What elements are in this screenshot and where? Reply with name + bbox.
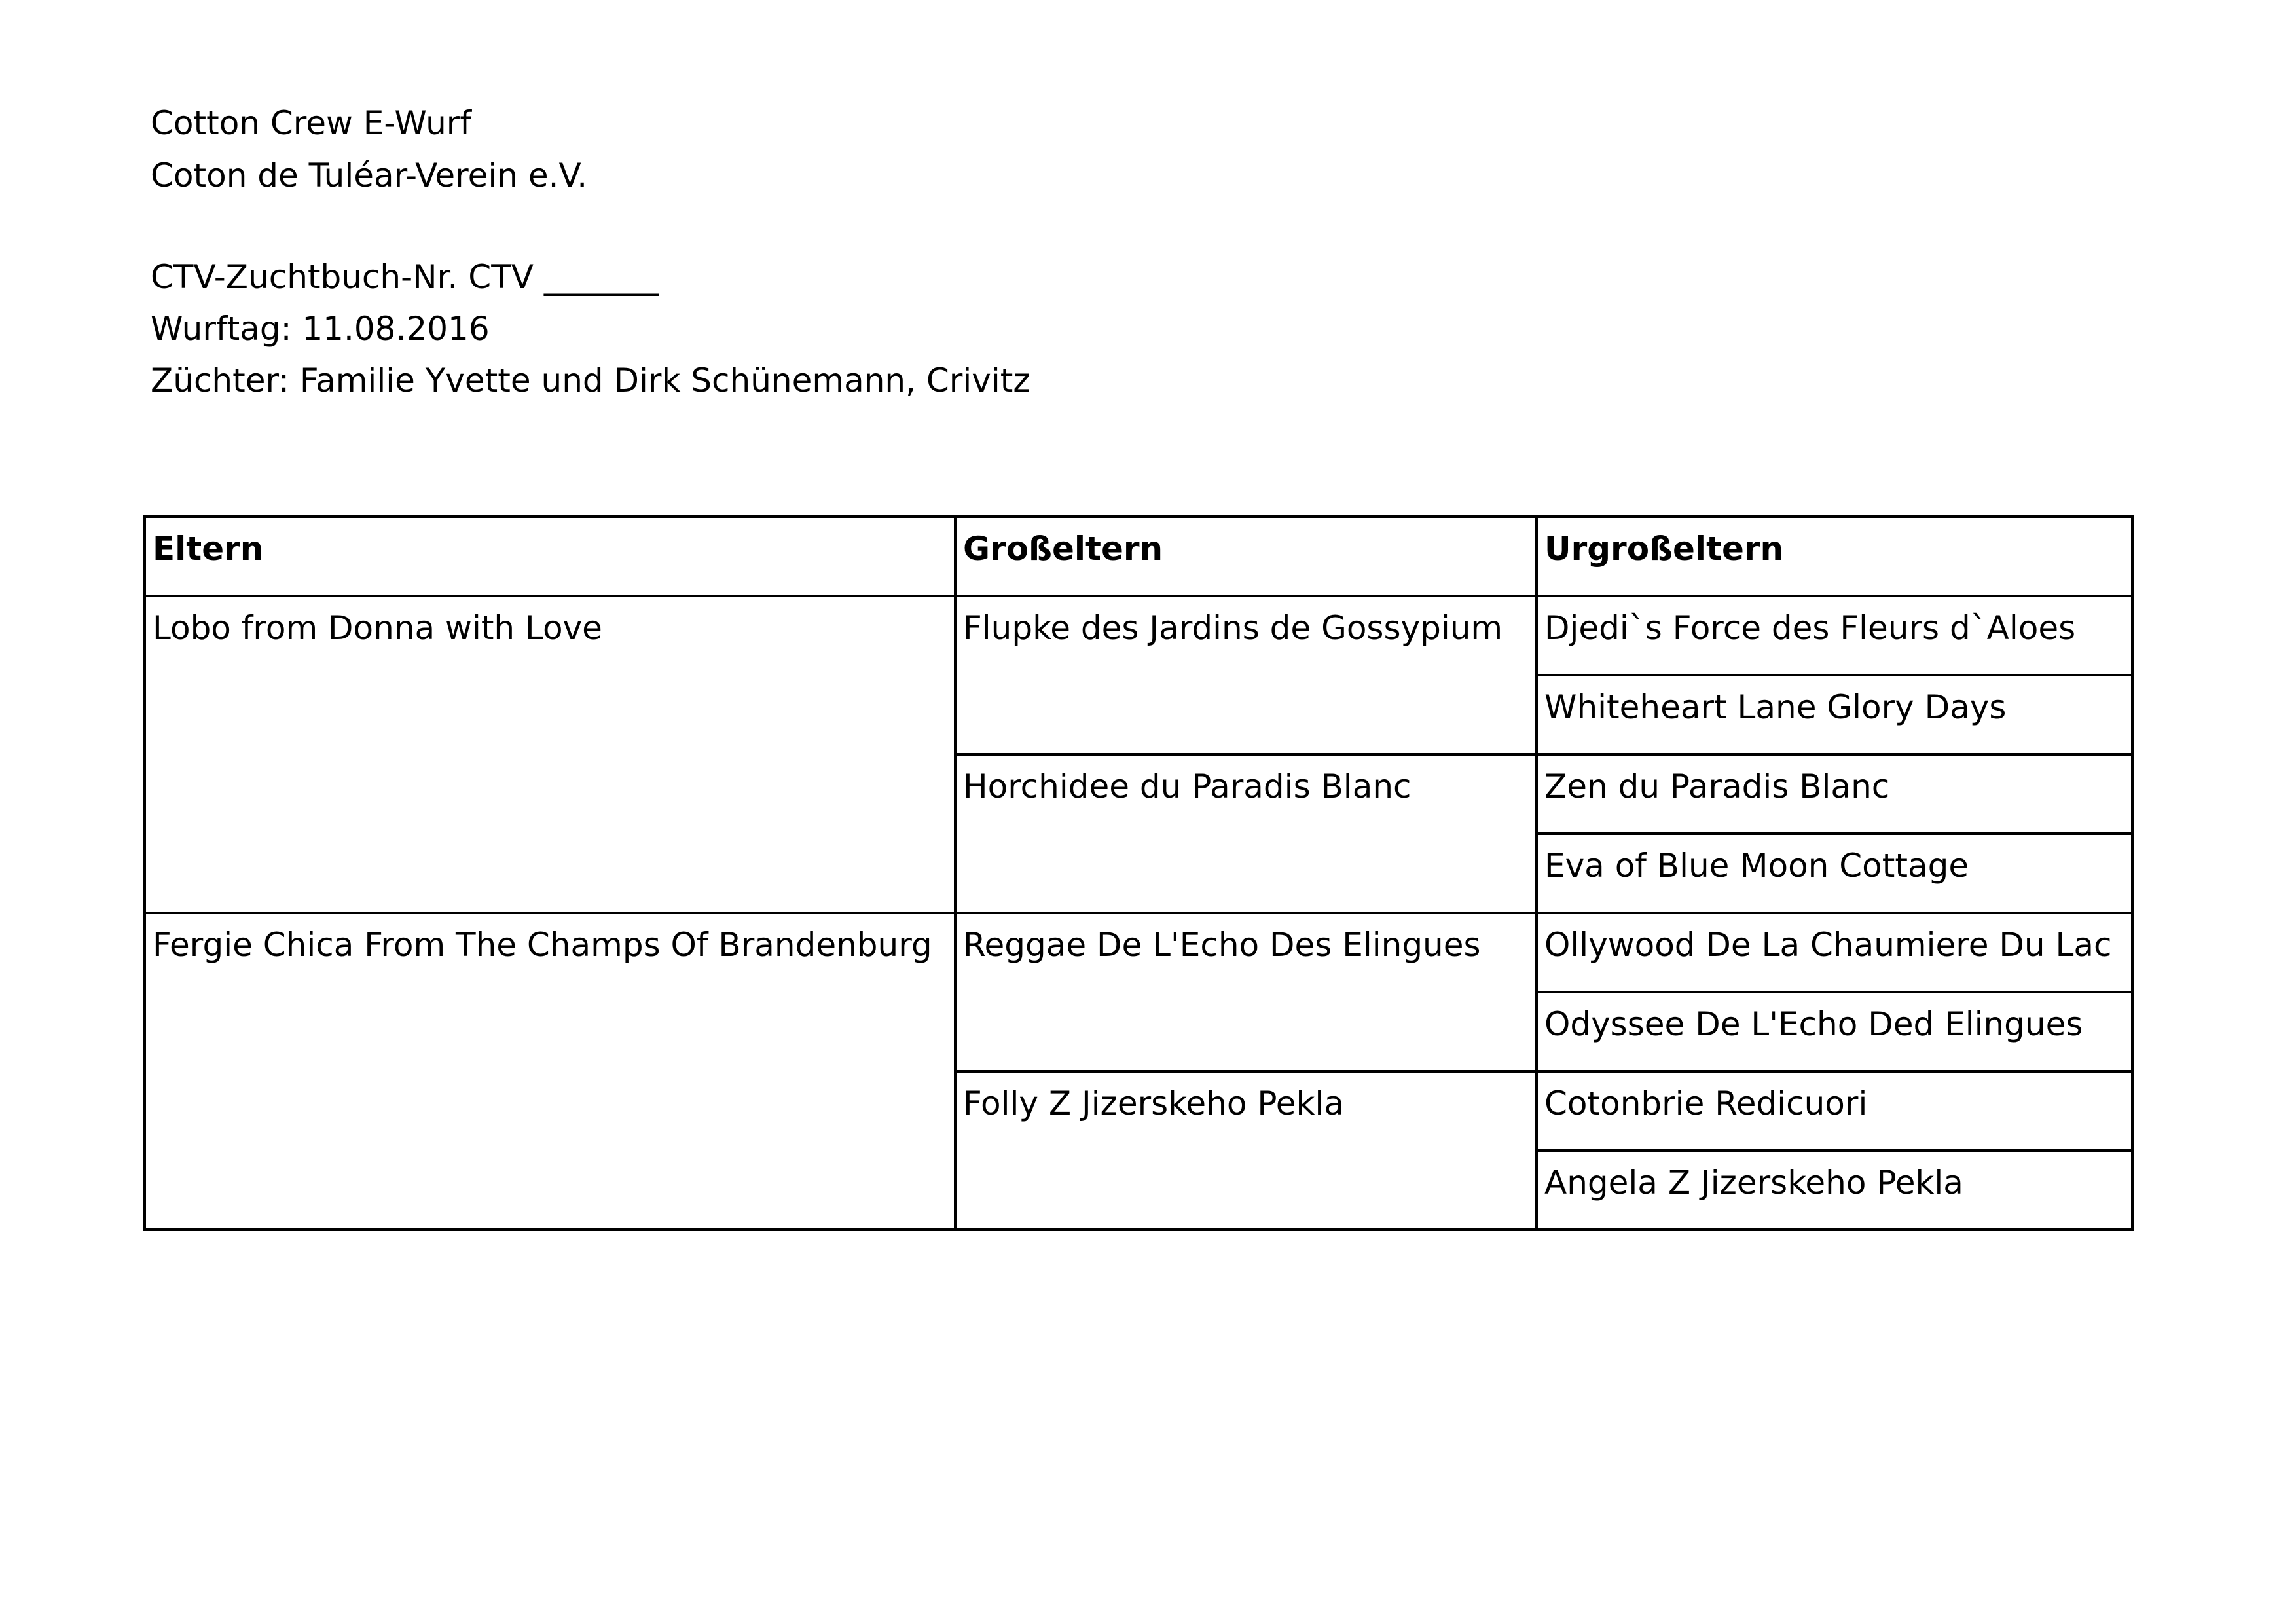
birth-date: Wurftag: 11.08.2016 — [151, 310, 490, 348]
column-header-grandparents: Großeltern — [955, 517, 1537, 596]
table-row — [145, 913, 2132, 992]
studbook-number: CTV-Zuchtbuch-Nr. CTV _______ — [151, 258, 659, 296]
column-header-great-grandparents: Urgroßeltern — [1537, 517, 2132, 596]
great-grandparent-2: Whiteheart Lane Glory Days — [1537, 675, 2132, 754]
great-grandparent-5: Ollywood De La Chaumiere Du Lac — [1537, 913, 2132, 992]
great-grandparent-7: Cotonbrie Redicuori — [1537, 1071, 2132, 1151]
grandparent-2: Horchidee du Paradis Blanc — [955, 754, 1537, 913]
table-row — [145, 596, 2132, 675]
litter-title: Cotton Crew E-Wurf — [151, 104, 471, 142]
great-grandparent-6: Odyssee De L'Echo Ded Elingues — [1537, 992, 2132, 1071]
grandparent-1: Flupke des Jardins de Gossypium — [955, 596, 1537, 754]
great-grandparent-1: Djedi`s Force des Fleurs d`Aloes — [1537, 596, 2132, 675]
parent-sire: Lobo from Donna with Love — [145, 596, 955, 913]
parent-dam: Fergie Chica From The Champs Of Brandenburg — [145, 913, 955, 1230]
pedigree-table — [143, 515, 2134, 1231]
great-grandparent-4: Eva of Blue Moon Cottage — [1537, 834, 2132, 913]
column-header-parents: Eltern — [145, 517, 955, 596]
table-header-row — [145, 517, 2132, 596]
great-grandparent-3: Zen du Paradis Blanc — [1537, 754, 2132, 834]
great-grandparent-8: Angela Z Jizerskeho Pekla — [1537, 1151, 2132, 1230]
breeder: Züchter: Familie Yvette und Dirk Schünemann, Crivitz — [151, 361, 1030, 399]
club-name: Coton de Tuléar-Verein e.V. — [151, 157, 588, 194]
grandparent-3: Reggae De L'Echo Des Elingues — [955, 913, 1537, 1071]
grandparent-4: Folly Z Jizerskeho Pekla — [955, 1071, 1537, 1230]
